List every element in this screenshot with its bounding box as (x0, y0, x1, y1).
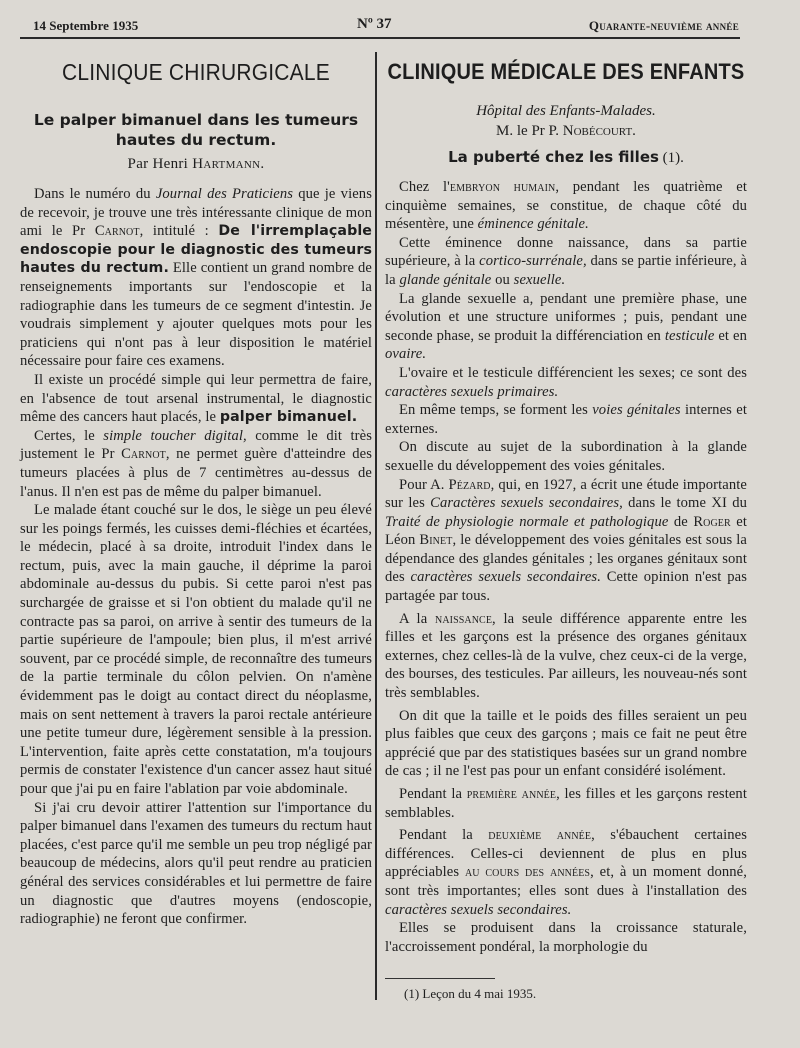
left-paragraph-3: Certes, le simple toucher digital, comme le dit très justement le Pr Carnot, ne permet guère d'atteindre des tumeurs placées à plus de 7 centimètres au-dessus de l'anus. Il n'en est pas de même du palper bimanuel. (20, 427, 373, 500)
left-paragraph-5: Si j'ai cru devoir attirer l'attention sur l'importance du palper bimanuel dans l'examen des tumeurs du rectum haut placées, c'est parce qu'il me semble un peu trop négligé par beaucoup de médecins, alors qu'il peut rendre au praticien général des services considérables et lui permettre de faire un diagnostic que d'autres moyens (endoscopie, radiographie) ne feront que confirmer. (20, 799, 372, 928)
right-paragraph-12: Elles se produisent dans la croissance staturale, l'accroissement pondéral, la morphologie du (385, 920, 747, 955)
right-article-title: La puberté chez les filles (1). (448, 148, 684, 166)
right-paragraph-2: Cette éminence donne naissance, dans sa partie supérieure, à la cortico-surrénale, dans se partie inférieure, à la glande génitale ou sexuelle. (385, 234, 747, 288)
left-article-title: Le palper bimanuel dans les tumeurs hautes du rectum. (33, 111, 359, 149)
right-paragraph-4: L'ovaire et le testicule différencient les sexes; ce sont des caractères sexuels primaires. (385, 364, 747, 400)
right-paragraph-6: On discute au sujet de la subordination à la glande sexuelle du développement des voies génitales. (385, 439, 747, 474)
header-date: 14 Septembre 1935 (33, 18, 139, 33)
left-section-title: CLINIQUE CHIRURGICALE (62, 60, 330, 86)
right-paragraph-9: On dit que la taille et le poids des filles seraient un peu plus faibles que ceux des garçons ; mais ce fait ne peut être apprécié que par des statistiques basées sur un grand nombre de cas ; il ne l'est pas pour un enfant considéré isolément. (385, 707, 747, 780)
left-paragraph-4: Le malade étant couché sur le dos, le siège un peu élevé sur les poings fermés, les cuisses demi-fléchies et écartées, le médecin, placé à sa droite, introduit l'index dans le rectum, puis, avec la main gauche, il déprime la paroi abdominale au-dessus du pubis. Si cette paroi n'est pas surchargée de graisse et si l'on obtient du malade qu'il ne contracte pas sa paroi, on arrive à sentir des tumeurs de la partie supérieure de l'ampoule; bien plus, il m'est arrivé souvent, par ce procédé simple, de reconnaître des tumeurs de la partie terminale du côlon pelvien. On n'amène évidemment pas le doigt au contact direct du néoplasme, mais on sent nettement à travers la paroi rectale antérieure une petite tumeur dure, légèrement sensible à la pression. L'intervention, faite après cette constatation, m'a toujours permis de constater l'existence d'un cancer assez haut situé pour que j'ai pu en faire l'ablation par voie abdominale. (20, 502, 372, 797)
right-hospital: Hôpital des Enfants-Malades. (476, 103, 656, 119)
header-issue-number: Nº 37 (357, 16, 392, 32)
byline-prefix: Par Henri (127, 156, 193, 172)
byline-author: Hartmann. (192, 156, 265, 172)
right-section-title: CLINIQUE MÉDICALE DES ENFANTS (387, 60, 745, 85)
right-paragraph-11: Pendant la deuxième année, s'ébauchent certaines différences. Celles-ci deviennent de plus en plus appréciables au cours des années, et, à un moment donné, sont très importantes; elles sont dues à l'installation des caractères sexuels secondaires. (385, 827, 748, 918)
page-header (33, 14, 739, 36)
right-author: M. le Pr P. Nobécourt. (496, 123, 636, 139)
right-paragraph-1: Chez l'embryon humain, pendant les quatrième et cinquième semaines, se constitue, de chaque côté du mésentère, une éminence génitale. (385, 179, 747, 233)
left-column (20, 60, 372, 929)
left-paragraph-2: Il existe un procédé simple qui leur permettra de faire, en l'absence de tout arsenal instrumental, le diagnostic même des cancers haut placés, le palper bimanuel. (20, 371, 372, 426)
footnote: (1) Leçon du 4 mai 1935. (404, 986, 537, 1001)
right-paragraph-7: Pour A. Pézard, qui, en 1927, a écrit une étude importante sur les Caractères sexuels secondaires, dans le tome XI du Traité de physiologie normale et pathologique de Roger et Léon Binet, le développement des voies génitales est sous la dépendance des glandes génitales ; les organes génitaux sont des caractères sexuels secondaires. Cette opinion n'est pas partagée par tous. (385, 476, 748, 605)
left-paragraph-1: Dans le numéro du Journal des Praticiens que je viens de recevoir, je trouve une très intéressante clinique de mon ami le Pr Carnot, intitulé : De l'irremplaçable endoscopie pour le diagnostic des tumeurs hautes du rectum. Elle contient un grand nombre de renseignements importants sur l'endoscopie et la radiographie dans les tumeurs de ce segment d'intestin. Je voudrais simplement y ajouter quelques mots pour les praticiens qui n'ont pas à leur disposition le matériel nécessaire pour faire ces examens. (20, 186, 373, 370)
right-paragraph-5: En même temps, se forment les voies génitales internes et externes. (385, 402, 747, 437)
right-paragraph-8: A la naissance, la seule différence apparente entre les filles et les garçons est la présence des organes génitaux externes, chez celles-là de la vulve, chez ceux-ci de la verge, des bourses, des testicules. Par ailleurs, les nouveau-nés sont très semblables. (385, 610, 748, 702)
right-paragraph-10: Pendant la première année, les filles et les garçons restent semblables. (385, 786, 747, 821)
header-rule (20, 37, 740, 39)
header-year: Quarante-neuvième année (588, 18, 739, 33)
left-byline (20, 156, 372, 173)
right-paragraph-3: La glande sexuelle a, pendant une première phase, une évolution et une structure uniformes ; puis, pendant une seconde phase, se produit la différenciation en testicule et en ovaire. (385, 290, 748, 363)
right-column (385, 60, 747, 956)
footnote-rule (385, 978, 495, 979)
column-divider (375, 52, 377, 1000)
